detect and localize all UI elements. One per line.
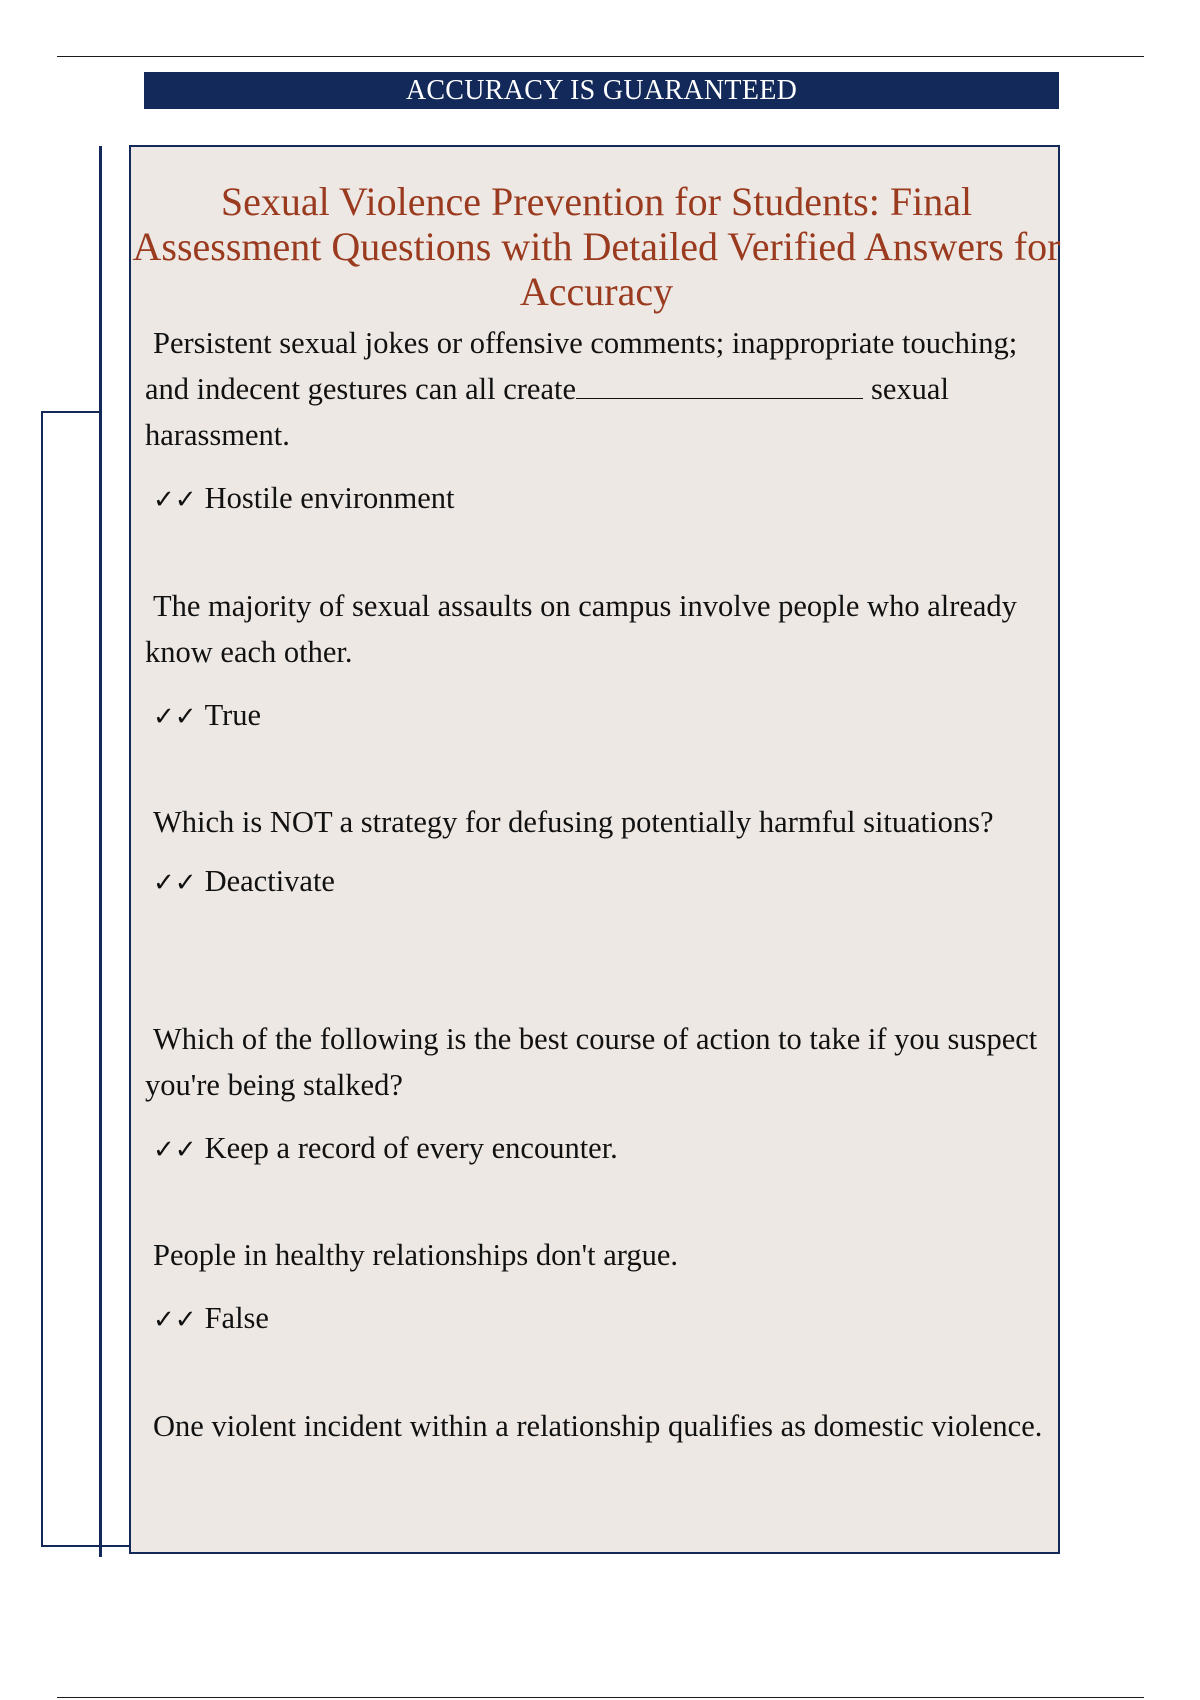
question-text: Which of the following is the best course of action to take if you suspect you're being stalked? [145, 1022, 1038, 1102]
question-text: Which is NOT a strategy for defusing potentially harmful situations? [153, 805, 994, 839]
answer-text: Deactivate [204, 864, 335, 898]
answer-line [145, 695, 1045, 737]
question-text-part: sexual harassment. [145, 372, 949, 452]
question-block-6 [145, 1403, 1045, 1449]
answer-text: Hostile environment [204, 481, 455, 515]
question-block-2 [145, 583, 1045, 737]
double-check-icon: ✓✓ [153, 702, 197, 732]
answer-line [145, 478, 1045, 520]
frame-line-outer [41, 411, 43, 1547]
double-check-icon: ✓✓ [153, 1135, 197, 1165]
answer-line [145, 1128, 1045, 1170]
double-check-icon: ✓✓ [153, 868, 197, 898]
bottom-rule [57, 1697, 1144, 1698]
accuracy-banner: ACCURACY IS GUARANTEED [144, 72, 1059, 109]
question-text: The majority of sexual assaults on campus involve people who already know each other. [145, 589, 1017, 669]
question-text: One violent incident within a relationship qualifies as domestic violence. [153, 1409, 1043, 1443]
answer-text: True [204, 698, 262, 732]
question-block-5 [145, 1232, 1045, 1340]
top-rule [57, 56, 1144, 57]
content-box [129, 145, 1060, 1554]
question-text-part: Persistent sexual jokes or offensive comments; inappropriate touching; and indecent gestures can all create [145, 326, 1018, 406]
frame-connector-top [41, 411, 101, 413]
answer-text: Keep a record of every encounter. [204, 1131, 618, 1165]
answer-line [145, 861, 1045, 903]
question-block-1 [145, 320, 1045, 520]
answer-line [145, 1298, 1045, 1340]
document-title: Sexual Violence Prevention for Students: Final Assessment Questions with Detailed Verified Answers for Accuracy [132, 179, 1061, 314]
double-check-icon: ✓✓ [153, 1305, 197, 1335]
double-check-icon: ✓✓ [153, 485, 197, 515]
fill-in-blank [576, 370, 863, 399]
question-text [145, 320, 1045, 458]
question-block-4 [145, 1016, 1045, 1170]
question-text: People in healthy relationships don't argue. [153, 1238, 679, 1272]
question-block-3 [145, 799, 1045, 903]
frame-line-inner [99, 146, 102, 1557]
answer-text: False [204, 1301, 269, 1335]
